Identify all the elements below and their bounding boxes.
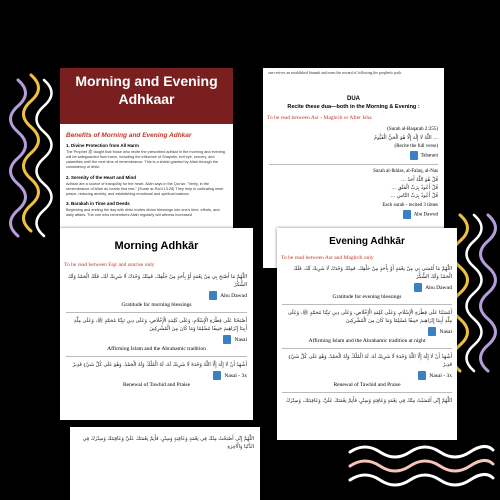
benefit-2-title: 2. Serenity of the Heart and Mind bbox=[66, 174, 137, 180]
book-icon bbox=[403, 210, 411, 219]
morning-adhkar-page bbox=[60, 228, 253, 420]
book-icon bbox=[213, 371, 221, 380]
nas-arabic: قُلْ أَعُوذُ بِرَبِّ النَّاسِ ... bbox=[390, 193, 438, 199]
top-continuation-text: one revives an established Sunnah and earns the reward of following the prophetic path. bbox=[268, 71, 402, 75]
morning-dua-1-source: Abu Dawud bbox=[220, 292, 247, 299]
evening-dua-1-source: Abu Dawud bbox=[425, 284, 452, 291]
evening-title: Evening Adhkār bbox=[329, 236, 405, 247]
ikhlas-arabic: قُلْ هُوَ اللَّهُ أَحَدٌ ... bbox=[401, 177, 438, 183]
morning-dua-3-arabic: أَشْهَدُ أَنْ لَا إِلَٰهَ إِلَّا اللَّهُ وَحْدَهُ لَا شَرِيكَ لَهُ، لَهُ الْمُلْكُ وَلَهُ الْحَمْدُ، وَهُوَ عَلَى كُلِّ شَيْءٍ قَدِيرٌ bbox=[72, 362, 247, 368]
recite-note: (Recite the full verse) bbox=[394, 144, 438, 149]
recite-count: Each surah - recited 3 times bbox=[382, 203, 438, 208]
left-squiggle-decoration bbox=[6, 70, 56, 250]
evening-time-instruction: To be read between Asr and Maghrib only bbox=[281, 255, 374, 261]
right-squiggle-decoration bbox=[450, 210, 498, 380]
benefit-2-text: Adhkar are a source of tranquility for the heart. Allah says in the Qur'an: "Verily, in the remembrance of Allah do hearts find rest." (Surah ar-Ra'd 13:28) They help in cultivating inner peace, reducing anxiety, and establishing emotional and spiritual balance. bbox=[66, 181, 224, 196]
book-icon bbox=[410, 151, 418, 160]
falaq-arabic: قُلْ أَعُوذُ بِرَبِّ الْفَلَقِ ... bbox=[391, 185, 438, 191]
title-banner bbox=[60, 68, 233, 124]
benefit-1-text: The Prophet ﷺ taught that those who recite the prescribed adhkar in the morning and evening will be safeguarded from harm, including the influence of Shayatin, evil eye, sorcery, and calamities until the next time of remembrance. This is a shield granted by Allah through the consistency of dhikr. bbox=[66, 150, 225, 170]
evening-dua-2-caption: Affirming Islam and the Abrahamic tradition at night bbox=[308, 338, 426, 344]
ayat-kursi-arabic: ... اللَّهُ لَا إِلَٰهَ إِلَّا هُوَ الْحَيُّ الْقَيُّومُ bbox=[374, 135, 438, 141]
benefit-3-title: 3. Barakah in Time and Deeds bbox=[66, 200, 130, 206]
surah-reference-2: Surah al-Ikhlas, al-Falaq, al-Nas bbox=[373, 169, 438, 174]
morning-dua-1-caption: Gratitude for morning blessings bbox=[121, 302, 192, 308]
time-instruction: To be read between Asr - Maghrib or After Isha bbox=[267, 115, 372, 121]
source-2: Abu Dawud bbox=[413, 212, 438, 218]
morning-time-instruction: To be read between Fajr and sunrise only bbox=[64, 262, 155, 268]
book-icon bbox=[414, 283, 422, 292]
banner-title-line2: Adhkaar bbox=[118, 91, 175, 107]
morning-dua-2-source: Nasai bbox=[234, 336, 247, 343]
evening-dua-1-arabic: اللَّهُمَّ مَا أَمْسَى بِي مِنْ نِعْمَةٍ أَوْ بِأَحَدٍ مِنْ خَلْقِكَ، فَمِنْكَ وَحْدَكَ لَا شَرِيكَ لَكَ، فَلَكَ الْحَمْدُ وَلَكَ الشُّكْرُ bbox=[293, 266, 452, 280]
partial-morning-page bbox=[70, 427, 260, 500]
dua-subheading: Recite these dua—both in the Morning & Evening : bbox=[287, 104, 420, 110]
book-icon bbox=[418, 371, 426, 380]
partial-dua-arabic: اللَّهُمَّ إِنِّي أَصْبَحْتُ مِنْكَ فِي نِعْمَةٍ وَعَافِيَةٍ وَسِتْرٍ، فَأَتِمَّ نِعْمَتَكَ عَلَيَّ وَعَافِيَتَكَ وَسِتْرَكَ فِي الدُّنْيَا وَالْآخِرَةِ bbox=[82, 436, 254, 450]
evening-dua-1-caption: Gratitude for evening blessings bbox=[332, 294, 402, 300]
evening-adhkar-page bbox=[277, 228, 457, 440]
evening-dua-2-source: Nasai bbox=[439, 328, 452, 335]
morning-dua-1-arabic: اللَّهُمَّ مَا أَصْبَحَ بِي مِنْ نِعْمَةٍ أَوْ بِأَحَدٍ مِنْ خَلْقِكَ، فَمِنْكَ وَحْدَكَ لَا شَرِيكَ لَكَ، فَلَكَ الْحَمْدُ وَلَكَ الشُّكْرُ bbox=[67, 274, 247, 288]
evening-dua-3-caption: Renewal of Tawhid and Praise bbox=[333, 382, 401, 388]
morning-dua-3-caption: Renewal of Tawhid and Praise bbox=[122, 382, 191, 388]
surah-reference-1: (Surah al-Baqarah 2:255) bbox=[387, 127, 438, 132]
evening-dua-4-arabic: اللَّهُمَّ إِنِّي أَمْسَيْتُ مِنْكَ فِي نِعْمَةٍ وَعَافِيَةٍ وَسِتْرٍ، فَأَتِمَّ نِعْمَتَكَ عَلَيَّ، وَعَافِيَتَكَ، وَسِتْرَكَ bbox=[285, 398, 452, 404]
source-1: Tabarani bbox=[420, 153, 438, 159]
morning-title: Morning Adhkār bbox=[114, 240, 199, 252]
book-icon bbox=[209, 291, 217, 300]
book-icon bbox=[428, 327, 436, 336]
dua-heading: DUA bbox=[347, 96, 360, 102]
evening-dua-3-arabic: أَشْهَدُ أَنْ لَا إِلَٰهَ إِلَّا اللَّهُ وَحْدَهُ لَا شَرِيكَ لَهُ، لَهُ الْمُلْكُ وَلَهُ الْحَمْدُ، وَهُوَ عَلَى كُلِّ شَيْءٍ قَدِيرٌ bbox=[288, 354, 452, 368]
book-icon bbox=[223, 335, 231, 344]
evening-dua-2-arabic: أَمْسَيْنَا عَلَى فِطْرَةِ الْإِسْلَامِ، وَعَلَى كَلِمَةِ الْإِخْلَاصِ، وَعَلَى دِينِ نَبِيِّنَا مُحَمَّدٍ ﷺ، وَعَلَى مِلَّةِ أَبِينَا إِبْرَاهِيمَ حَنِيفًا مُسْلِمًا وَمَا كَانَ مِنَ الْمُشْرِكِينَ bbox=[287, 310, 452, 324]
banner-title-line1: Morning and Evening bbox=[75, 73, 218, 89]
morning-dua-2-caption: Affirming Islam and the Abrahamic tradition bbox=[107, 346, 206, 352]
benefit-1-title: 1. Divine Protection from All Harm bbox=[66, 143, 139, 148]
bottom-wave-decoration bbox=[345, 440, 495, 495]
morning-dua-2-arabic: أَصْبَحْنَا عَلَى فِطْرَةِ الْإِسْلَامِ، وَعَلَى كَلِمَةِ الْإِخْلَاصِ، وَعَلَى دِينِ نَبِيِّنَا مُحَمَّدٍ ﷺ، وَعَلَى مِلَّةِ أَبِينَا إِبْرَاهِيمَ حَنِيفًا مُسْلِمًا وَمَا كَانَ مِنَ الْمُشْرِكِينَ bbox=[73, 318, 247, 332]
benefit-3-text: Beginning and ending the day with dhikr invites divine blessings into one's time, efforts, and daily affairs. The one who remembers Allah regularly will witness increased bbox=[66, 207, 220, 217]
morning-dua-3-source: Nasai - 3x bbox=[224, 372, 247, 379]
evening-dua-3-source: Nasai - 3x bbox=[429, 372, 452, 379]
section-title: Benefits of Morning and Evening Adhkar bbox=[66, 132, 192, 139]
